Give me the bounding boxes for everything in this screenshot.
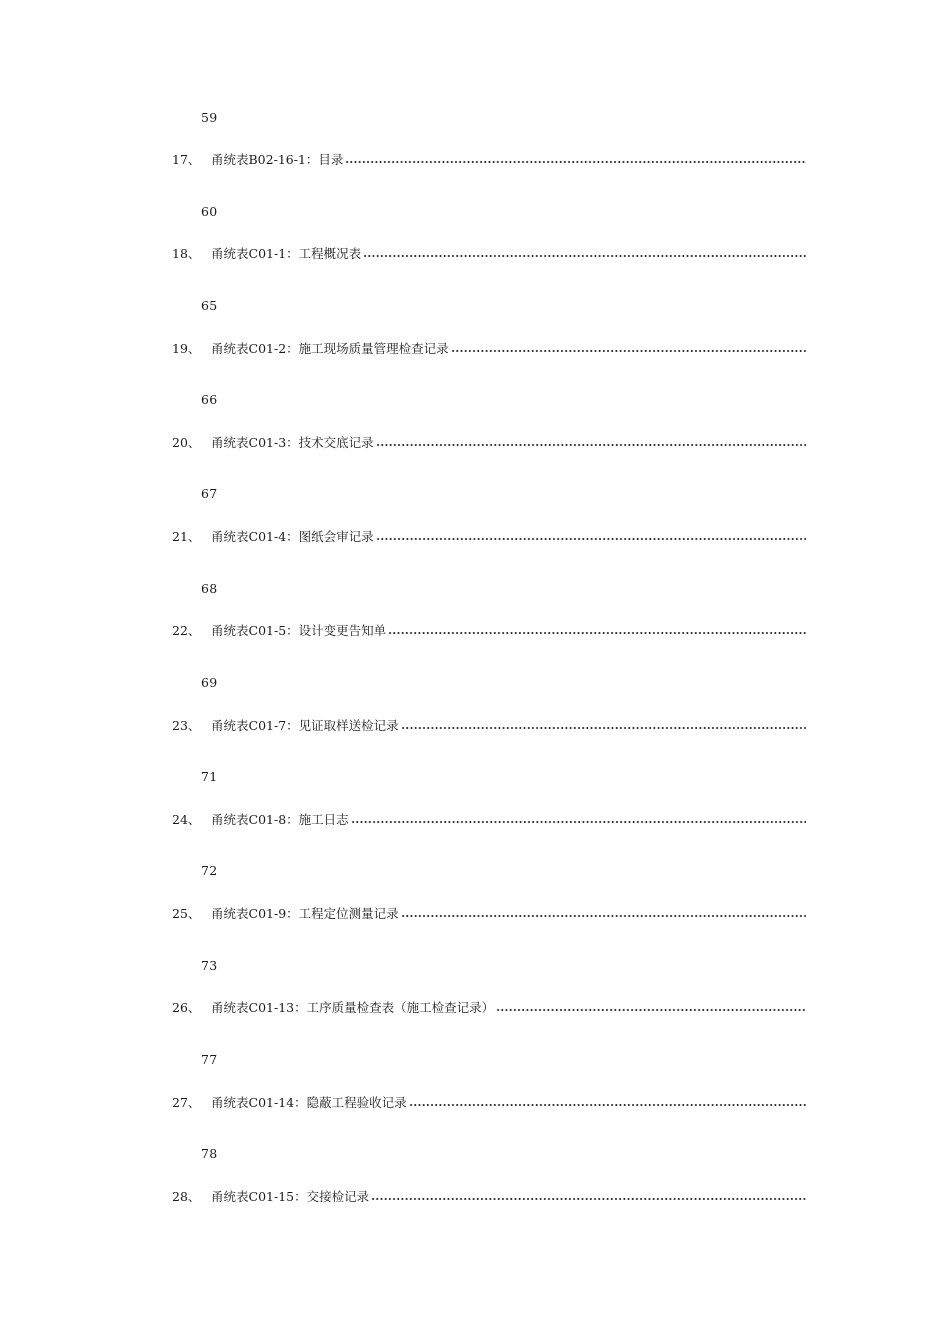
- dot-leader: [401, 727, 806, 729]
- entry-title: 甬统表B02-16-1：目录: [211, 152, 344, 167]
- entry-index: 22、: [172, 623, 201, 638]
- toc-entry[interactable]: [172, 998, 806, 1016]
- entry-title: 甬统表C01-14：隐蔽工程验收记录: [211, 1095, 407, 1110]
- toc-entry[interactable]: [172, 1093, 806, 1111]
- entry-index: 24、: [172, 812, 201, 827]
- page-number: 69: [201, 675, 218, 690]
- toc-entry[interactable]: [172, 433, 806, 451]
- dot-leader: [496, 1009, 806, 1011]
- page-number: 59: [201, 110, 218, 125]
- toc-entry[interactable]: [172, 716, 806, 734]
- dot-leader: [451, 350, 806, 352]
- entry-index: 23、: [172, 718, 201, 733]
- page-number: 78: [201, 1146, 218, 1161]
- dot-leader: [376, 444, 806, 446]
- dot-leader: [401, 915, 806, 917]
- dot-leader: [345, 161, 806, 163]
- dot-leader: [351, 821, 806, 823]
- entry-title: 甬统表C01-13：工序质量检查表（施工检查记录）: [211, 1000, 495, 1015]
- page-number: 60: [201, 204, 218, 219]
- toc-entry[interactable]: [172, 244, 806, 262]
- dot-leader: [376, 538, 806, 540]
- entry-title: 甬统表C01-7：见证取样送检记录: [211, 718, 399, 733]
- page-number: 68: [201, 581, 218, 596]
- entry-index: 26、: [172, 1000, 201, 1015]
- entry-title: 甬统表C01-15：交接检记录: [211, 1189, 370, 1204]
- entry-index: 20、: [172, 435, 201, 450]
- entry-title: 甬统表C01-3：技术交底记录: [211, 435, 374, 450]
- toc-entry[interactable]: [172, 527, 806, 545]
- toc-entry[interactable]: [172, 904, 806, 922]
- entry-title: 甬统表C01-2：施工现场质量管理检查记录: [211, 341, 449, 356]
- entry-index: 18、: [172, 246, 201, 261]
- toc-entry[interactable]: [172, 810, 806, 828]
- dot-leader: [371, 1198, 806, 1200]
- dot-leader: [363, 255, 806, 257]
- entry-title: 甬统表C01-4：图纸会审记录: [211, 529, 374, 544]
- page-number: 65: [201, 298, 218, 313]
- entry-index: 19、: [172, 341, 201, 356]
- page-number: 71: [201, 769, 218, 784]
- entry-title: 甬统表C01-1：工程概况表: [211, 246, 362, 261]
- entry-index: 28、: [172, 1189, 201, 1204]
- entry-title: 甬统表C01-8：施工日志: [211, 812, 349, 827]
- entry-title: 甬统表C01-9：工程定位测量记录: [211, 906, 399, 921]
- dot-leader: [409, 1104, 806, 1106]
- toc-entry[interactable]: [172, 150, 806, 168]
- dot-leader: [388, 632, 806, 634]
- page-number: 72: [201, 863, 218, 878]
- page-number: 77: [201, 1052, 218, 1067]
- page-number: 66: [201, 392, 218, 407]
- page-number: 67: [201, 486, 218, 501]
- toc-entry[interactable]: [172, 1187, 806, 1205]
- entry-index: 21、: [172, 529, 201, 544]
- page-number: 73: [201, 958, 218, 973]
- entry-index: 17、: [172, 152, 201, 167]
- toc-entry[interactable]: [172, 621, 806, 639]
- toc-entry[interactable]: [172, 339, 806, 357]
- entry-index: 25、: [172, 906, 201, 921]
- entry-title: 甬统表C01-5：设计变更告知单: [211, 623, 387, 638]
- entry-index: 27、: [172, 1095, 201, 1110]
